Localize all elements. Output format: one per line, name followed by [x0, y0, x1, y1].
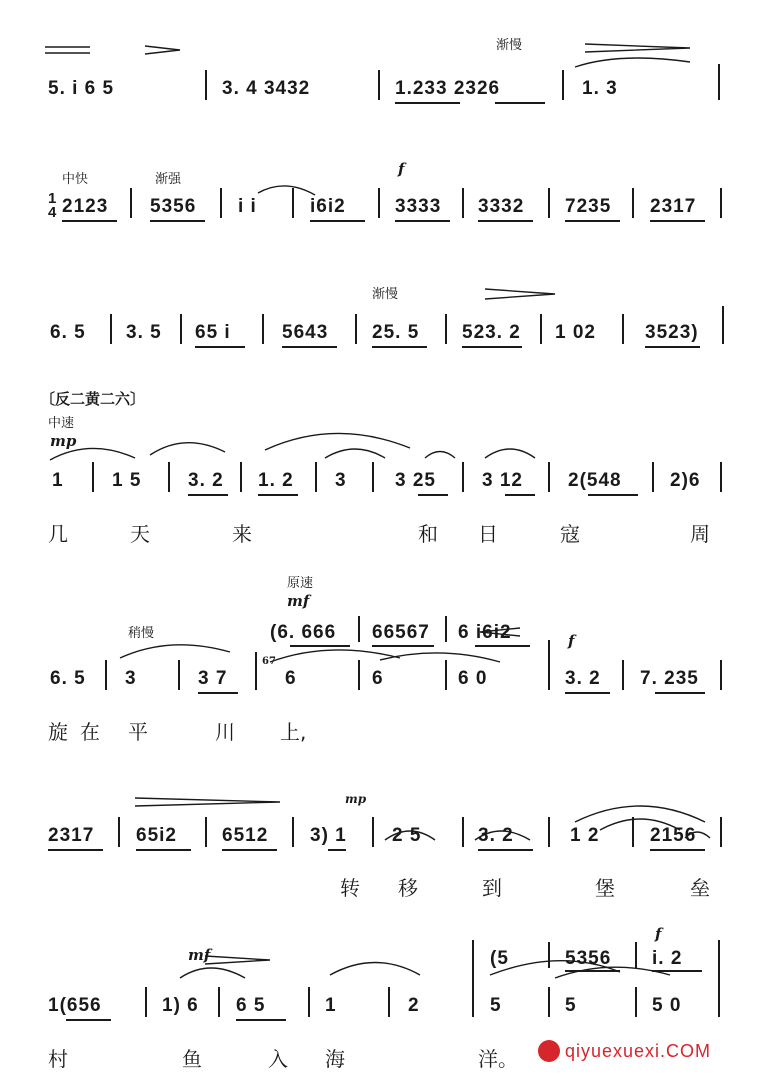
slur — [180, 968, 245, 978]
upper-measure: 5356 — [565, 948, 612, 969]
watermark-text: qiyuexuexi.COM — [565, 1041, 712, 1061]
lyric: 移 — [398, 876, 418, 900]
dynamic-marking: mf — [188, 946, 211, 964]
barline — [462, 188, 464, 218]
barline — [292, 817, 294, 847]
barline — [548, 987, 550, 1017]
measure: 3 — [335, 470, 347, 491]
beam-underline — [645, 346, 700, 348]
beam-underline — [652, 970, 702, 972]
barline — [205, 70, 207, 100]
beam-underline — [650, 220, 705, 222]
barline — [462, 462, 464, 492]
barline — [718, 940, 720, 1017]
barline — [240, 462, 242, 492]
barline — [720, 188, 722, 218]
dynamic-marking: f — [568, 632, 575, 650]
barline — [632, 188, 634, 218]
measure: 1) 6 — [162, 995, 199, 1016]
grace-note: 67 — [262, 656, 276, 667]
slur — [258, 186, 315, 195]
slur — [265, 433, 410, 450]
barline — [110, 314, 112, 344]
barline — [358, 660, 360, 690]
beam-underline — [395, 220, 450, 222]
measure: 6 — [372, 668, 384, 689]
measure: 3 25 — [395, 470, 436, 491]
barline — [378, 70, 380, 100]
barline — [308, 987, 310, 1017]
time-signature-bottom: 4 — [48, 204, 58, 221]
ritardando-mark: 渐慢 — [372, 287, 399, 302]
measure: 3 7 — [198, 668, 228, 689]
lyric: 日 — [478, 522, 498, 546]
measure: 2(548 — [568, 470, 622, 491]
barline — [445, 616, 447, 642]
barline — [292, 188, 294, 218]
beam-underline — [478, 849, 533, 851]
lyric: 天 — [130, 522, 150, 546]
measure: 2)6 — [670, 470, 701, 491]
barline — [718, 64, 720, 100]
barline — [218, 987, 220, 1017]
beam-underline — [328, 849, 346, 851]
lyric: 垒 — [690, 876, 710, 900]
barline — [472, 940, 474, 1017]
lyric: 平 — [128, 720, 148, 744]
beam-underline — [475, 645, 530, 647]
beam-underline — [655, 692, 705, 694]
barline — [622, 314, 624, 344]
measure: 2 — [408, 995, 420, 1016]
measure: 65 i — [195, 322, 231, 343]
measure: 3 12 — [482, 470, 523, 491]
barline — [372, 462, 374, 492]
beam-underline — [150, 220, 205, 222]
time-signature-top: 1 — [48, 190, 58, 207]
barline — [562, 70, 564, 100]
tempo-mark: 中快 — [62, 172, 89, 187]
lyric: 洋。 — [478, 1047, 518, 1071]
measure: 3 — [125, 668, 137, 689]
measure: 5643 — [282, 322, 329, 343]
measure: 7235 — [565, 196, 612, 217]
measure: 1 5 — [112, 470, 142, 491]
barline — [548, 942, 550, 968]
measure: 6 — [285, 668, 297, 689]
barline — [118, 817, 120, 847]
measure: 3. 4 3432 — [222, 78, 311, 99]
measure: 1. 3 — [582, 78, 618, 99]
barline — [358, 616, 360, 642]
beam-underline — [195, 346, 245, 348]
barline — [445, 314, 447, 344]
upper-measure: 6 i6i2 — [458, 622, 512, 643]
beam-underline — [372, 645, 434, 647]
tempo-mark: 原速 — [287, 576, 314, 591]
barline — [355, 314, 357, 344]
beam-underline — [222, 849, 277, 851]
lyric: 来 — [232, 522, 252, 546]
barline — [720, 660, 722, 690]
barline — [205, 817, 207, 847]
measure: 3523) — [645, 322, 699, 343]
ritardando-mark: 渐慢 — [496, 38, 523, 53]
decrescendo-hairpin — [585, 44, 690, 52]
barline — [168, 462, 170, 492]
measure: 3332 — [478, 196, 525, 217]
beam-underline — [236, 1019, 286, 1021]
barline — [622, 660, 624, 690]
measure: 1 02 — [555, 322, 596, 343]
measure: 5 — [490, 995, 502, 1016]
lyric: 到 — [482, 876, 502, 900]
beam-underline — [395, 102, 460, 104]
barline — [462, 817, 464, 847]
slur — [150, 443, 225, 455]
measure: 3. 2 — [478, 825, 514, 846]
measure: 1 — [52, 470, 64, 491]
barline — [378, 188, 380, 218]
measure: i i — [238, 196, 257, 217]
measure: 5 0 — [652, 995, 682, 1016]
measure: 2156 — [650, 825, 697, 846]
upper-measure: 66567 — [372, 622, 430, 643]
barline — [548, 640, 550, 690]
measure: 7. 235 — [640, 668, 699, 689]
dynamic-marking: mp — [50, 432, 77, 450]
measure: 1 2 — [570, 825, 600, 846]
barline — [180, 314, 182, 344]
ritardando-mark: 稍慢 — [128, 626, 155, 641]
barline — [178, 660, 180, 690]
lyric: 堡 — [595, 876, 615, 900]
lyric: 上, — [280, 720, 307, 744]
lyric: 转 — [340, 876, 360, 900]
beam-underline — [588, 494, 638, 496]
measure: 25. 5 — [372, 322, 420, 343]
lyric: 几 — [48, 522, 68, 546]
beam-underline — [418, 494, 448, 496]
measure: 5356 — [150, 196, 197, 217]
measure: 2317 — [48, 825, 95, 846]
measure: 5 — [565, 995, 577, 1016]
measure: 5. i 6 5 — [48, 78, 115, 99]
upper-measure: (6. 666 — [270, 622, 337, 643]
beam-underline — [565, 220, 620, 222]
measure: 523. 2 — [462, 322, 521, 343]
decrescendo-hairpin — [485, 289, 555, 299]
lyric: 寇 — [560, 522, 580, 546]
slur — [485, 449, 535, 458]
barline — [445, 660, 447, 690]
beam-underline — [650, 849, 705, 851]
barline — [220, 188, 222, 218]
barline — [720, 817, 722, 847]
slur — [575, 58, 690, 67]
beam-underline — [136, 849, 191, 851]
measure: 1 — [325, 995, 337, 1016]
barline — [255, 652, 257, 690]
decrescendo-hairpin — [145, 46, 180, 54]
barline — [548, 188, 550, 218]
measure: 2 5 — [392, 825, 422, 846]
measure: 3. 2 — [565, 668, 601, 689]
barline — [92, 462, 94, 492]
measure: 6. 5 — [50, 668, 86, 689]
double-line-mark — [45, 47, 90, 53]
measure: 3333 — [395, 196, 442, 217]
lyric: 周 — [690, 522, 710, 546]
barline — [635, 987, 637, 1017]
barline — [540, 314, 542, 344]
measure: 2123 — [62, 196, 109, 217]
watermark-logo-icon — [538, 1040, 560, 1062]
beam-underline — [198, 692, 238, 694]
barline — [548, 817, 550, 847]
measure: 6. 5 — [50, 322, 86, 343]
tempo-mark: 中速 — [48, 416, 75, 431]
beam-underline — [66, 1019, 111, 1021]
dynamic-marking: mf — [287, 592, 310, 610]
barline — [632, 817, 634, 847]
slur — [50, 448, 135, 460]
slur — [425, 452, 455, 459]
measure: 2317 — [650, 196, 697, 217]
barline — [548, 462, 550, 492]
beam-underline — [462, 346, 522, 348]
measure: 1(656 — [48, 995, 102, 1016]
measure: 1. 2 — [258, 470, 294, 491]
barline — [720, 462, 722, 492]
time-signature — [48, 192, 57, 220]
lyric: 和 — [418, 522, 438, 546]
barline — [262, 314, 264, 344]
beam-underline — [372, 346, 427, 348]
beam-underline — [495, 102, 545, 104]
barline — [652, 462, 654, 492]
beam-underline — [565, 970, 620, 972]
dynamic-marking: f — [398, 160, 405, 178]
lyric: 入 — [268, 1047, 288, 1071]
upper-measure: (5 — [490, 948, 509, 969]
beam-underline — [478, 220, 533, 222]
section-heading: 〔反二黄二六〕 — [40, 390, 146, 408]
barline — [130, 188, 132, 218]
beam-underline — [290, 645, 350, 647]
beam-underline — [282, 346, 337, 348]
decrescendo-hairpin — [135, 798, 280, 806]
slur — [330, 963, 420, 976]
lyric: 在 — [80, 720, 100, 744]
lyric: 鱼 — [182, 1047, 202, 1071]
barline — [145, 987, 147, 1017]
beam-underline — [310, 220, 365, 222]
measure: 1.233 2326 — [395, 78, 501, 99]
lyric: 海 — [325, 1047, 345, 1071]
measure: 6512 — [222, 825, 269, 846]
beam-underline — [565, 692, 610, 694]
measure: 3. 5 — [126, 322, 162, 343]
barline — [388, 987, 390, 1017]
dynamic-marking: f — [655, 925, 662, 943]
lyric: 川 — [215, 720, 235, 744]
measure: 6 5 — [236, 995, 266, 1016]
slur — [120, 645, 230, 658]
decrescendo-hairpin — [205, 956, 270, 964]
lyric: 旋 — [48, 720, 68, 744]
upper-measure: i. 2 — [652, 948, 683, 969]
barline — [315, 462, 317, 492]
dynamic-marking: mp — [345, 792, 367, 806]
measure: 65i2 — [136, 825, 177, 846]
barline — [722, 306, 724, 344]
beam-underline — [505, 494, 535, 496]
measure: i6i2 — [310, 196, 346, 217]
barline — [635, 942, 637, 968]
barline — [105, 660, 107, 690]
crescendo-mark: 渐强 — [155, 172, 182, 187]
barline — [372, 817, 374, 847]
measure: 6 0 — [458, 668, 488, 689]
beam-underline — [188, 494, 228, 496]
measure: 3) 1 — [310, 825, 347, 846]
lyric: 村 — [48, 1047, 68, 1071]
measure: 3. 2 — [188, 470, 224, 491]
beam-underline — [48, 849, 103, 851]
beam-underline — [62, 220, 117, 222]
beam-underline — [258, 494, 298, 496]
slur — [325, 449, 385, 458]
